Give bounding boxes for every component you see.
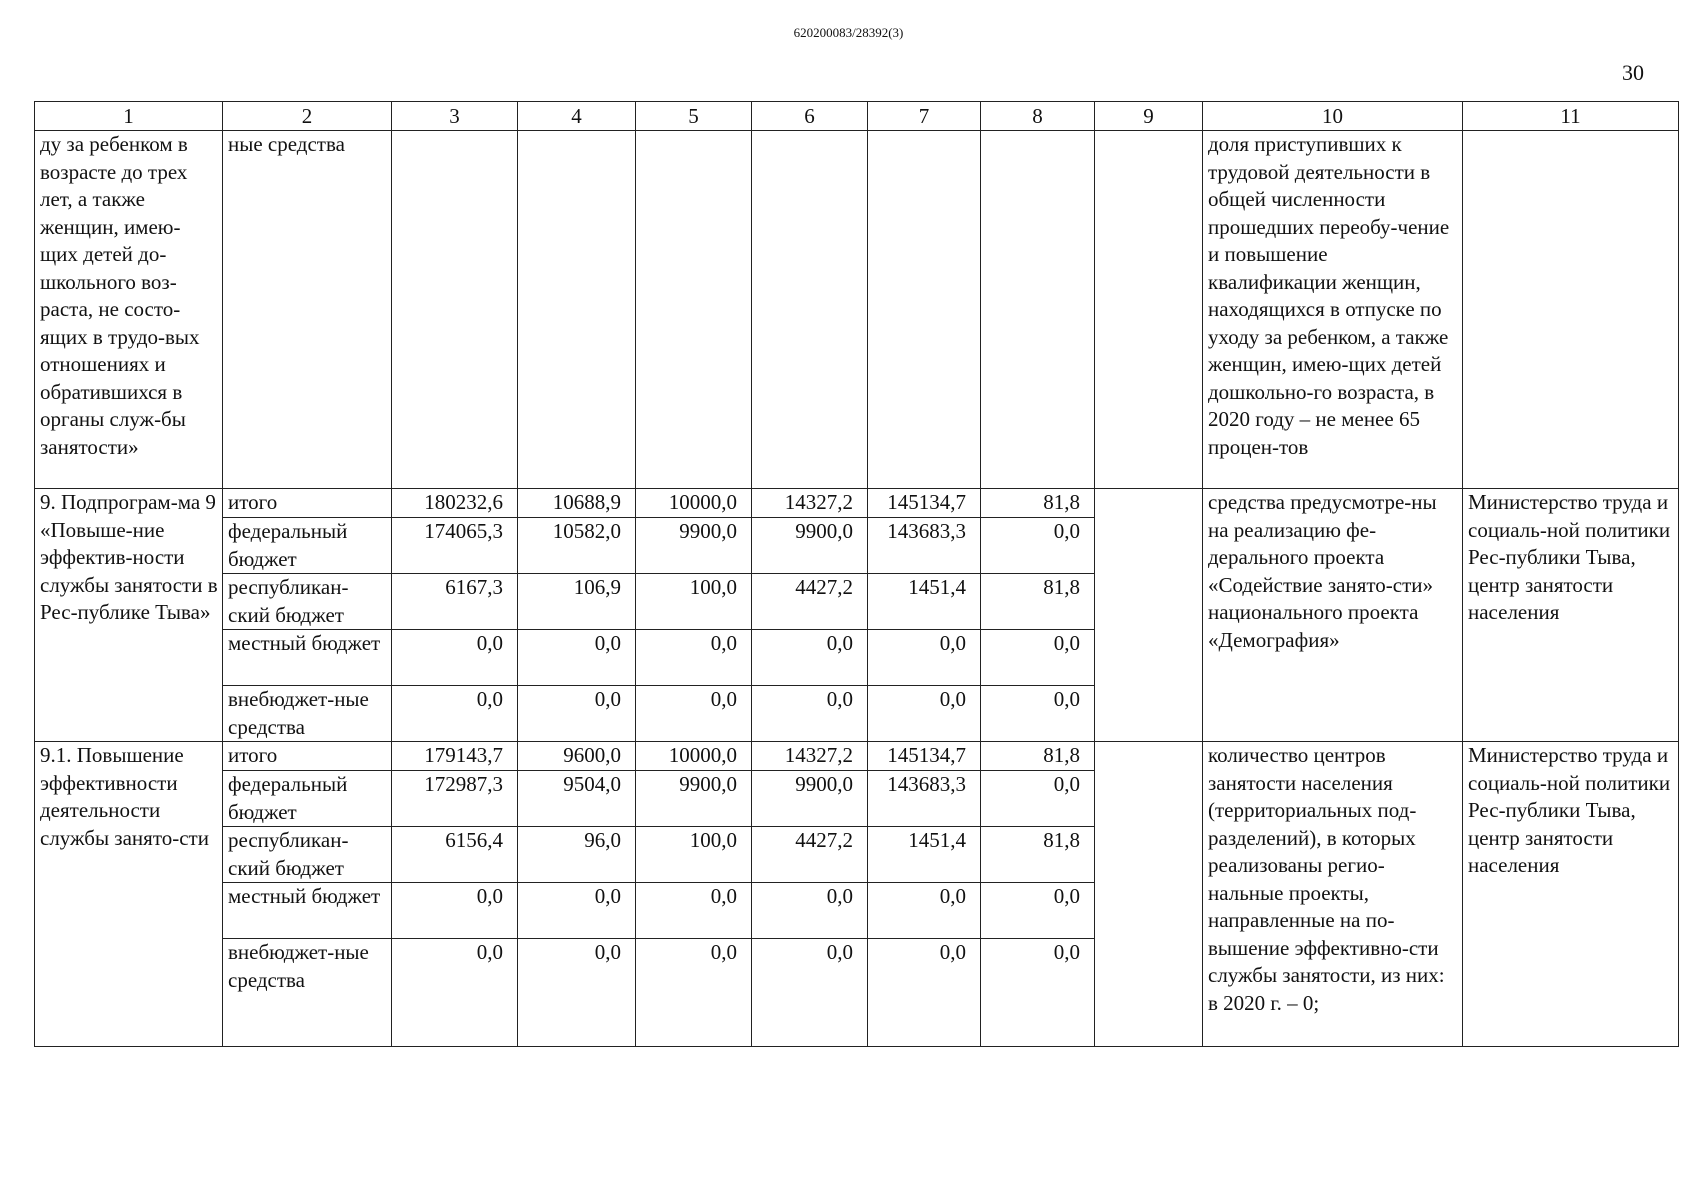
executor-text: Министерство труда и социаль-ной политики Рес-публики Тыва, центр занятости населения <box>1463 742 1679 1047</box>
value-col6: 0,0 <box>752 630 868 686</box>
column-number: 4 <box>518 102 636 131</box>
column-number: 2 <box>223 102 392 131</box>
value-col4: 9504,0 <box>518 771 636 827</box>
value-col8: 0,0 <box>981 686 1095 742</box>
value-col5: 9900,0 <box>636 518 752 574</box>
value-col7: 145134,7 <box>868 489 981 518</box>
value-col7: 0,0 <box>868 883 981 939</box>
column-number: 1 <box>35 102 223 131</box>
value-col8: 0,0 <box>981 883 1095 939</box>
column-number: 9 <box>1095 102 1203 131</box>
value-col8: 0,0 <box>981 939 1095 1047</box>
value-col4: 96,0 <box>518 827 636 883</box>
value-col5: 0,0 <box>636 939 752 1047</box>
value-col4: 0,0 <box>518 686 636 742</box>
value-col4: 9600,0 <box>518 742 636 771</box>
value-col4: 10582,0 <box>518 518 636 574</box>
indicator-text: средства предусмотре-ны на реализацию фе-дерального проекта «Содействие занято-сти» национального проекта «Демография» <box>1203 489 1463 742</box>
value-col3: 6156,4 <box>392 827 518 883</box>
value-col7: 143683,3 <box>868 771 981 827</box>
value-col7: 143683,3 <box>868 518 981 574</box>
value-col3: 180232,6 <box>392 489 518 518</box>
continuation-row <box>35 131 1679 489</box>
value-col3: 179143,7 <box>392 742 518 771</box>
document-code: 620200083/28392(3) <box>793 25 904 40</box>
col9-empty <box>1095 742 1203 1047</box>
value-col6: 9900,0 <box>752 518 868 574</box>
column-number: 7 <box>868 102 981 131</box>
value-col6: 14327,2 <box>752 742 868 771</box>
page-number: 30 <box>1622 60 1644 85</box>
value-col3: 0,0 <box>392 939 518 1047</box>
value-col8: 81,8 <box>981 742 1095 771</box>
value-col6: 4427,2 <box>752 574 868 630</box>
value-col6: 0,0 <box>752 939 868 1047</box>
continuation-indicator: доля приступивших к трудовой деятельности в общей численности прошедших переобу-чение и повышение квалификации женщин, находящихся в отпуске по уходу за ребенком, а также женщин, имею-щих детей дошкольно-го возраста, в 2020 году – не менее 65 процен-тов <box>1203 131 1463 489</box>
value-col3: 0,0 <box>392 883 518 939</box>
funding-source: итого <box>223 489 392 518</box>
funding-source: федеральный бюджет <box>223 771 392 827</box>
value-col3: 0,0 <box>392 686 518 742</box>
funding-source: федеральный бюджет <box>223 518 392 574</box>
value-col3: 6167,3 <box>392 574 518 630</box>
value-col5: 0,0 <box>636 630 752 686</box>
value-col7: 0,0 <box>868 686 981 742</box>
value-col5: 0,0 <box>636 686 752 742</box>
table-row <box>35 742 1679 771</box>
value-col6: 0,0 <box>752 883 868 939</box>
value-col8: 81,8 <box>981 574 1095 630</box>
executor-text: Министерство труда и социаль-ной политики Рес-публики Тыва, центр занятости населения <box>1463 489 1679 742</box>
value-col6: 0,0 <box>752 686 868 742</box>
value-col5: 10000,0 <box>636 489 752 518</box>
value-col7: 1451,4 <box>868 827 981 883</box>
column-number-row <box>35 102 1679 131</box>
value-col4: 0,0 <box>518 939 636 1047</box>
value-col4: 0,0 <box>518 630 636 686</box>
funding-source: местный бюджет <box>223 630 392 686</box>
value-col7: 1451,4 <box>868 574 981 630</box>
value-col7: 145134,7 <box>868 742 981 771</box>
value-col6: 9900,0 <box>752 771 868 827</box>
column-number: 6 <box>752 102 868 131</box>
value-col4: 10688,9 <box>518 489 636 518</box>
value-col4: 106,9 <box>518 574 636 630</box>
value-col5: 100,0 <box>636 827 752 883</box>
value-col8: 0,0 <box>981 518 1095 574</box>
funding-source: республикан-ский бюджет <box>223 574 392 630</box>
funding-source: местный бюджет <box>223 883 392 939</box>
funding-source: республикан-ский бюджет <box>223 827 392 883</box>
continuation-title: ду за ребенком в возрасте до трех лет, а также женщин, имею-щих детей до-школьного воз-раста, не состо-ящих в трудо-вых отношениях и обратившихся в органы служ-бы занятости» <box>35 131 223 489</box>
subprogram-title: 9.1. Повышение эффективности деятельности службы занято-сти <box>35 742 223 1047</box>
value-col8: 81,8 <box>981 489 1095 518</box>
value-col5: 0,0 <box>636 883 752 939</box>
indicator-text: количество центров занятости населения (территориальных под-разделений), в которых реализованы регио-нальные проекты, направленные на по-вышение эффективно-сти службы занятости, из них: в 2020 г. – 0; <box>1203 742 1463 1047</box>
value-col3: 0,0 <box>392 630 518 686</box>
column-number: 10 <box>1203 102 1463 131</box>
column-number: 3 <box>392 102 518 131</box>
value-col7: 0,0 <box>868 939 981 1047</box>
value-col8: 0,0 <box>981 771 1095 827</box>
funding-source: внебюджет-ные средства <box>223 939 392 1047</box>
funding-source: итого <box>223 742 392 771</box>
value-col8: 0,0 <box>981 630 1095 686</box>
column-number: 8 <box>981 102 1095 131</box>
value-col5: 9900,0 <box>636 771 752 827</box>
col9-empty <box>1095 489 1203 742</box>
budget-table <box>34 101 1679 1047</box>
funding-source: внебюджет-ные средства <box>223 686 392 742</box>
value-col5: 10000,0 <box>636 742 752 771</box>
value-col8: 81,8 <box>981 827 1095 883</box>
value-col5: 100,0 <box>636 574 752 630</box>
value-col4: 0,0 <box>518 883 636 939</box>
table-row <box>35 489 1679 518</box>
continuation-source: ные средства <box>223 131 392 489</box>
value-col6: 4427,2 <box>752 827 868 883</box>
value-col3: 174065,3 <box>392 518 518 574</box>
subprogram-title: 9. Подпрограм-ма 9 «Повыше-ние эффектив-ности службы занятости в Рес-публике Тыва» <box>35 489 223 742</box>
column-number: 5 <box>636 102 752 131</box>
value-col6: 14327,2 <box>752 489 868 518</box>
value-col7: 0,0 <box>868 630 981 686</box>
column-number: 11 <box>1463 102 1679 131</box>
value-col3: 172987,3 <box>392 771 518 827</box>
